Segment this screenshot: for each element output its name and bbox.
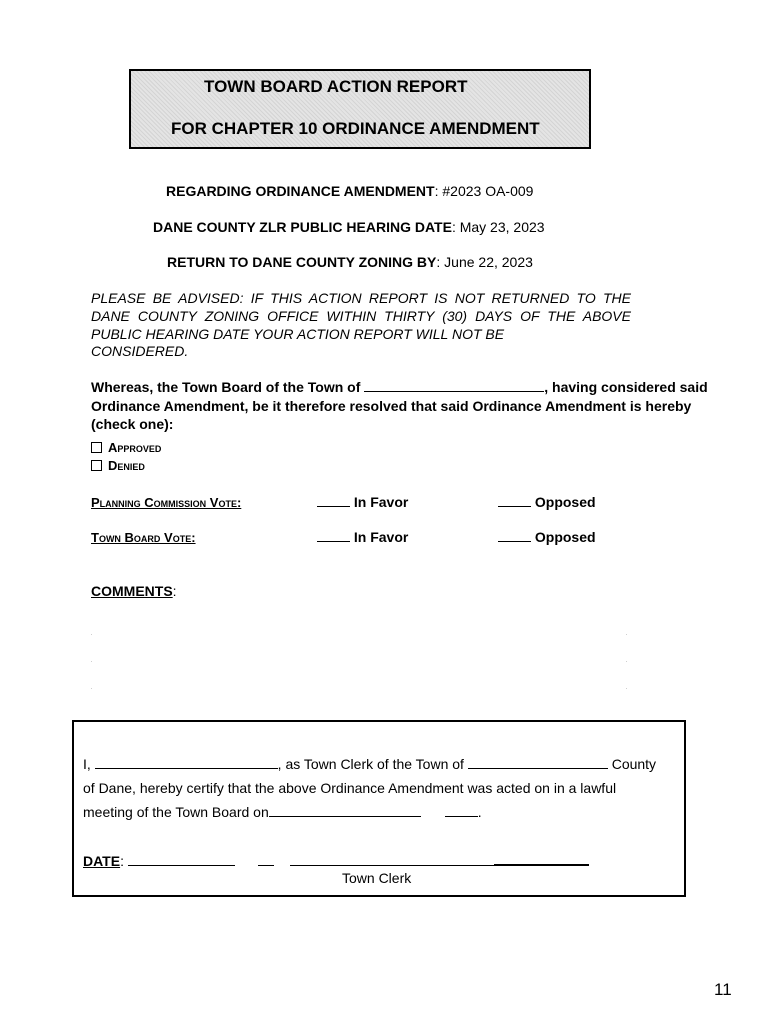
report-title: TOWN BOARD ACTION REPORT — [204, 77, 468, 96]
certification-line-3 — [83, 804, 482, 820]
signature-caption: Town Clerk — [342, 870, 412, 886]
cert-county-text: County — [607, 756, 657, 772]
planning-in-favor — [317, 494, 408, 510]
page-number: 11 — [714, 980, 732, 999]
resolution-paragraph — [91, 378, 711, 434]
certification-line-1 — [83, 756, 656, 772]
approved-checkbox[interactable] — [91, 442, 102, 453]
town-board-opposed-blank[interactable] — [498, 529, 531, 542]
comment-line-marker — [626, 661, 627, 662]
denied-label: Denied — [108, 458, 145, 473]
amendment-label: REGARDING ORDINANCE AMENDMENT — [166, 183, 435, 199]
cert-i: I, — [83, 756, 95, 772]
town-board-vote-label: Town Board Vote: — [91, 530, 196, 545]
approved-label: Approved — [108, 440, 162, 455]
town-board-opposed-label: Opposed — [534, 529, 596, 545]
planning-opposed-label: Opposed — [534, 494, 596, 510]
signature-blank[interactable] — [290, 853, 494, 866]
cert-clerk-text: , as Town Clerk of the Town of — [277, 756, 468, 772]
comments-heading — [91, 583, 177, 599]
date-signature-line — [83, 852, 589, 869]
comments-label: COMMENTS — [91, 583, 173, 599]
resolution-text-end: , having considered said Ordinance Amendment, be it therefore resolved that said Ordinance Amendment is hereby (check one): — [91, 379, 708, 432]
amendment-line — [166, 183, 533, 199]
resolution-text-start: Whereas, the Town Board of the Town of — [91, 379, 365, 395]
date-blank[interactable] — [128, 853, 235, 866]
return-date-value: : June 22, 2023 — [436, 254, 533, 270]
comment-line-marker — [626, 688, 627, 689]
signature-blank-end[interactable] — [494, 852, 589, 866]
town-of-blank[interactable] — [468, 756, 608, 769]
return-date-label: RETURN TO DANE COUNTY ZONING BY — [167, 254, 437, 270]
comment-line-marker — [91, 661, 92, 662]
denied-checkbox[interactable] — [91, 460, 102, 471]
certification-line-2: of Dane, hereby certify that the above Ordinance Amendment was acted on in a lawful — [83, 780, 617, 796]
hearing-date-line — [153, 219, 545, 235]
return-date-line — [167, 254, 533, 270]
meeting-date-blank[interactable] — [269, 804, 421, 817]
advisory-notice-end: CONSIDERED. — [91, 343, 189, 359]
hearing-date-value: : May 23, 2023 — [451, 219, 545, 235]
date-colon: : — [120, 853, 128, 869]
clerk-name-blank[interactable] — [95, 756, 278, 769]
date-label: DATE — [83, 853, 121, 869]
planning-commission-vote-label: Planning Commission Vote: — [91, 495, 242, 510]
comment-line-marker — [91, 634, 92, 635]
comment-line-marker — [91, 688, 92, 689]
planning-opposed — [498, 494, 596, 510]
planning-in-favor-label: In Favor — [353, 494, 409, 510]
town-board-opposed — [498, 529, 596, 545]
report-subtitle: FOR CHAPTER 10 ORDINANCE AMENDMENT — [171, 119, 540, 138]
town-board-in-favor-blank[interactable] — [317, 529, 350, 542]
amendment-value: : #2023 OA-009 — [434, 183, 534, 199]
date-blank-short[interactable] — [258, 853, 274, 866]
comments-colon: : — [172, 583, 177, 599]
planning-in-favor-blank[interactable] — [317, 494, 350, 507]
comment-line-marker — [626, 634, 627, 635]
hearing-date-label: DANE COUNTY ZLR PUBLIC HEARING DATE — [153, 219, 452, 235]
planning-opposed-blank[interactable] — [498, 494, 531, 507]
cert-meeting-text: meeting of the Town Board on — [83, 804, 269, 820]
meeting-year-blank[interactable] — [445, 804, 478, 817]
town-board-in-favor-label: In Favor — [353, 529, 409, 545]
advisory-notice: PLEASE BE ADVISED: IF THIS ACTION REPORT IS NOT RETURNED TO THE DANE COUNTY ZONING OFFICE WITHIN THIRTY (30) DAYS OF THE ABOVE PUBLIC HEARING DATE YOUR ACTION REPORT WILL NOT BE — [91, 290, 631, 342]
cert-period: . — [477, 804, 482, 820]
town-name-blank[interactable] — [364, 379, 544, 392]
town-board-in-favor — [317, 529, 408, 545]
